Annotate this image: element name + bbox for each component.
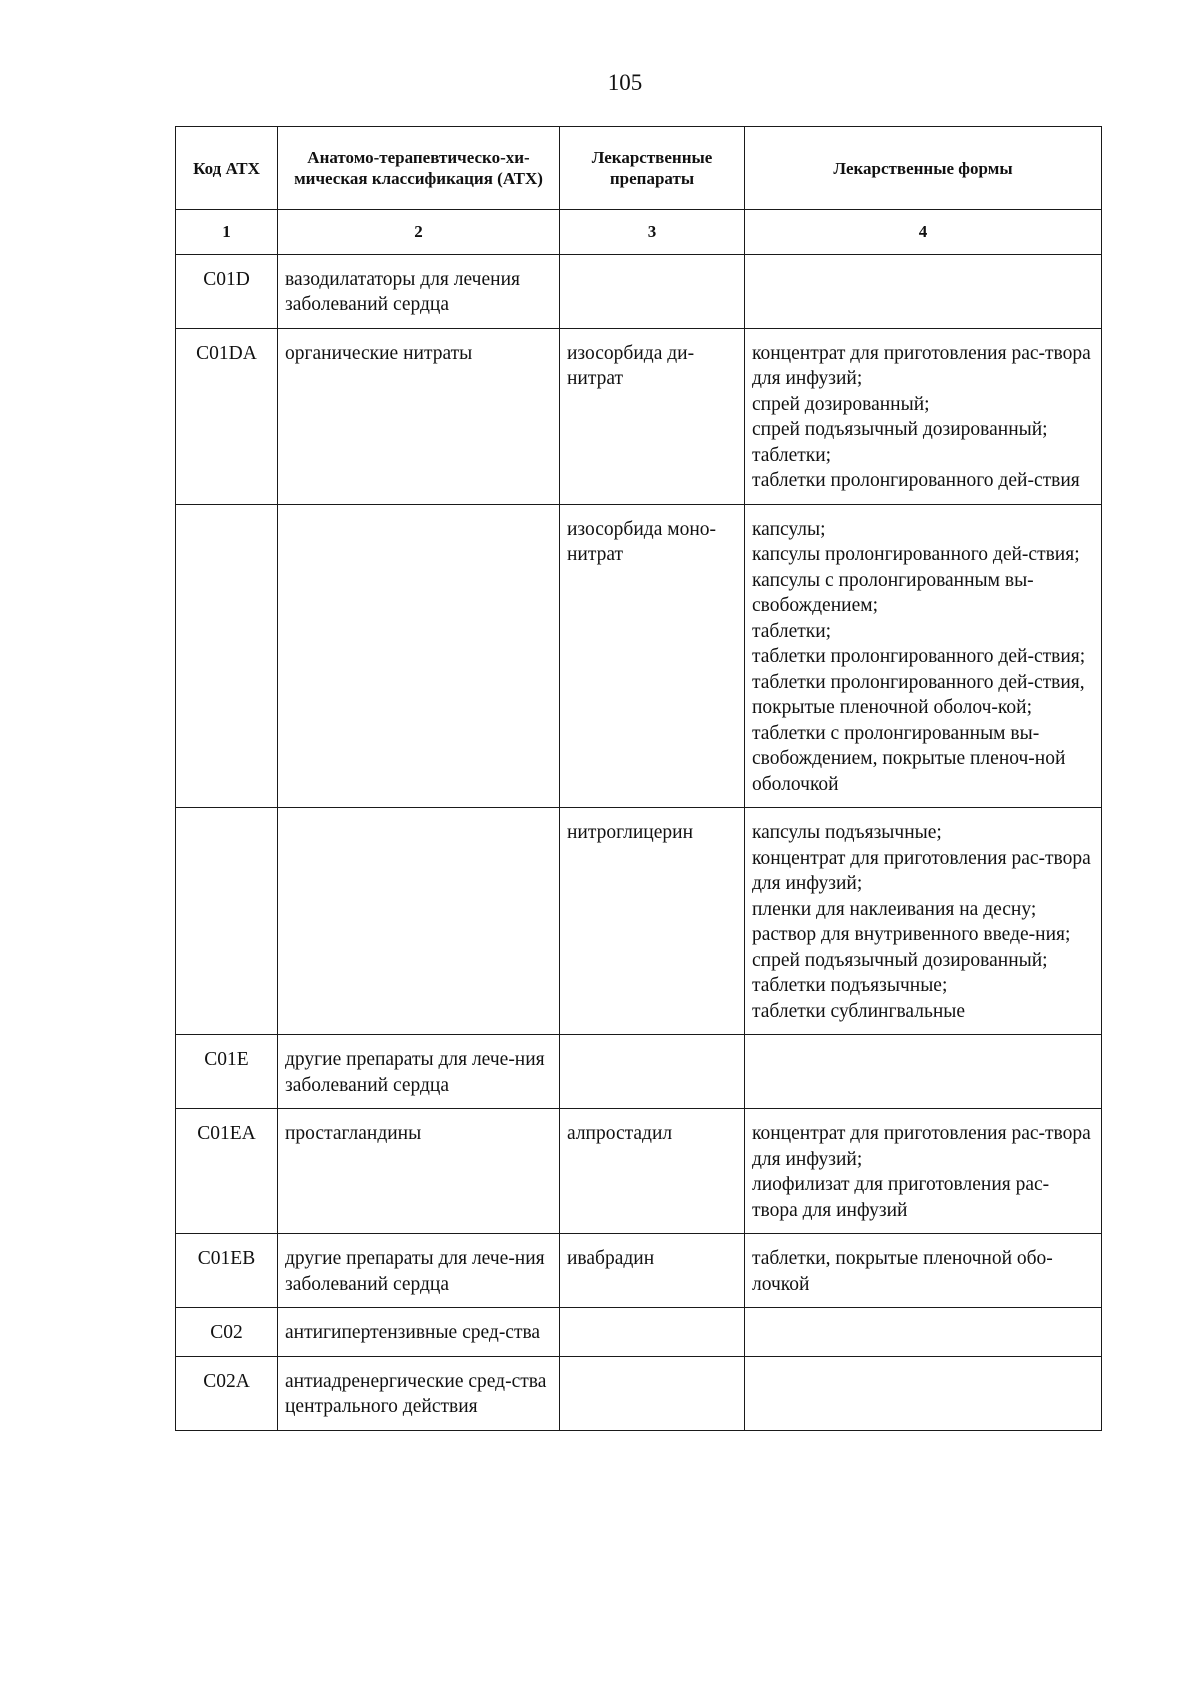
atx-code-cell: C01DA [176, 328, 278, 504]
forms-cell [745, 328, 1102, 504]
drug-cell: алпростадил [560, 1109, 745, 1234]
classification-cell: другие препараты для лече-ния заболеваний сердца [278, 1035, 560, 1109]
dosage-form-item: капсулы пролонгированного дей-ствия; [752, 544, 1080, 565]
forms-cell [745, 504, 1102, 808]
drug-cell: изосорбида моно-нитрат [560, 504, 745, 808]
drug-cell [560, 254, 745, 328]
column-number-row [176, 210, 1102, 255]
atx-code-cell: C01EA [176, 1109, 278, 1234]
classification-cell: другие препараты для лече-ния заболеваний сердца [278, 1234, 560, 1308]
page-number: 105 [607, 70, 643, 95]
dosage-form-item: лиофилизат для приготовления рас-твора для инфузий [752, 1174, 1050, 1221]
header-code: Код АТХ [176, 127, 278, 210]
table-row [176, 1109, 1102, 1234]
forms-cell [745, 1308, 1102, 1357]
atx-code-cell: C01E [176, 1035, 278, 1109]
dosage-form-item: концентрат для приготовления рас-твора для инфузий; [752, 342, 1091, 389]
table-row [176, 328, 1102, 504]
dosage-form-item: спрей подъязычный дозированный; [752, 949, 1048, 971]
classification-cell: антиадренергические сред-ства центрального действия [278, 1356, 560, 1430]
dosage-form-item: пленки для наклеивания на десну; [752, 898, 1037, 920]
classification-cell: антигипертензивные сред-ства [278, 1308, 560, 1357]
table-row [176, 504, 1102, 808]
dosage-form-item: раствор для внутривенного введе-ния; [752, 924, 1071, 945]
header-drugs: Лекарственные препараты [560, 127, 745, 210]
column-number: 4 [745, 210, 1102, 255]
atx-code-cell: C01D [176, 254, 278, 328]
forms-cell [745, 1356, 1102, 1430]
drug-cell: изосорбида ди-нитрат [560, 328, 745, 504]
dosage-form-item: таблетки пролонгированного дей-ствия; [752, 646, 1086, 667]
dosage-form-item: таблетки пролонгированного дей-ствия, покрытые пленочной оболоч-кой; [752, 671, 1085, 718]
table-row [176, 1234, 1102, 1308]
classification-cell: вазодилататоры для лечения заболеваний сердца [278, 254, 560, 328]
dosage-form-item: таблетки; [752, 444, 832, 466]
table-row [176, 808, 1102, 1035]
atx-code-cell [176, 808, 278, 1035]
forms-cell [745, 1035, 1102, 1109]
column-number: 2 [278, 210, 560, 255]
classification-cell: органические нитраты [278, 328, 560, 504]
atx-code-cell [176, 504, 278, 808]
dosage-form-item: капсулы; [752, 518, 826, 540]
drug-cell: нитроглицерин [560, 808, 745, 1035]
drug-cell: ивабрадин [560, 1234, 745, 1308]
forms-cell [745, 808, 1102, 1035]
dosage-form-item: таблетки подъязычные; [752, 975, 948, 996]
column-number: 3 [560, 210, 745, 255]
classification-cell [278, 808, 560, 1035]
dosage-form-item: таблетки сублингвальные [752, 1000, 966, 1022]
dosage-form-item: капсулы подъязычные; [752, 822, 942, 843]
dosage-form-item: спрей подъязычный дозированный; [752, 419, 1048, 440]
column-number: 1 [176, 210, 278, 255]
table-body [176, 254, 1102, 1430]
drug-cell [560, 1308, 745, 1357]
table-row [176, 254, 1102, 328]
header-classification: Анатомо-терапевтическо-хи-мическая классификация (АТХ) [278, 127, 560, 210]
dosage-form-item: спрей дозированный; [752, 393, 930, 415]
dosage-form-item: концентрат для приготовления рас-твора для инфузий; [752, 847, 1091, 894]
header-row [176, 127, 1102, 210]
table-row [176, 1356, 1102, 1430]
classification-cell: простагландины [278, 1109, 560, 1234]
forms-cell [745, 1109, 1102, 1234]
forms-cell [745, 254, 1102, 328]
atx-code-cell: C02 [176, 1308, 278, 1357]
atx-code-cell: C01EB [176, 1234, 278, 1308]
dosage-form-item: таблетки; [752, 620, 832, 642]
atx-code-cell: C02A [176, 1356, 278, 1430]
dosage-form-item: капсулы с пролонгированным вы-свобождением; [752, 569, 1034, 616]
drug-cell [560, 1035, 745, 1109]
header-forms: Лекарственные формы [745, 127, 1102, 210]
table-row [176, 1035, 1102, 1109]
drug-cell [560, 1356, 745, 1430]
dosage-form-item: таблетки, покрытые пленочной обо-лочкой [752, 1248, 1053, 1295]
dosage-form-item: таблетки пролонгированного дей-ствия [752, 470, 1080, 491]
dosage-form-item: концентрат для приготовления рас-твора для инфузий; [752, 1123, 1091, 1170]
forms-cell [745, 1234, 1102, 1308]
classification-cell [278, 504, 560, 808]
dosage-form-item: таблетки с пролонгированным вы-свобождением, покрытые пленоч-ной оболочкой [752, 722, 1066, 795]
table-row [176, 1308, 1102, 1357]
atx-table [175, 126, 1102, 1431]
